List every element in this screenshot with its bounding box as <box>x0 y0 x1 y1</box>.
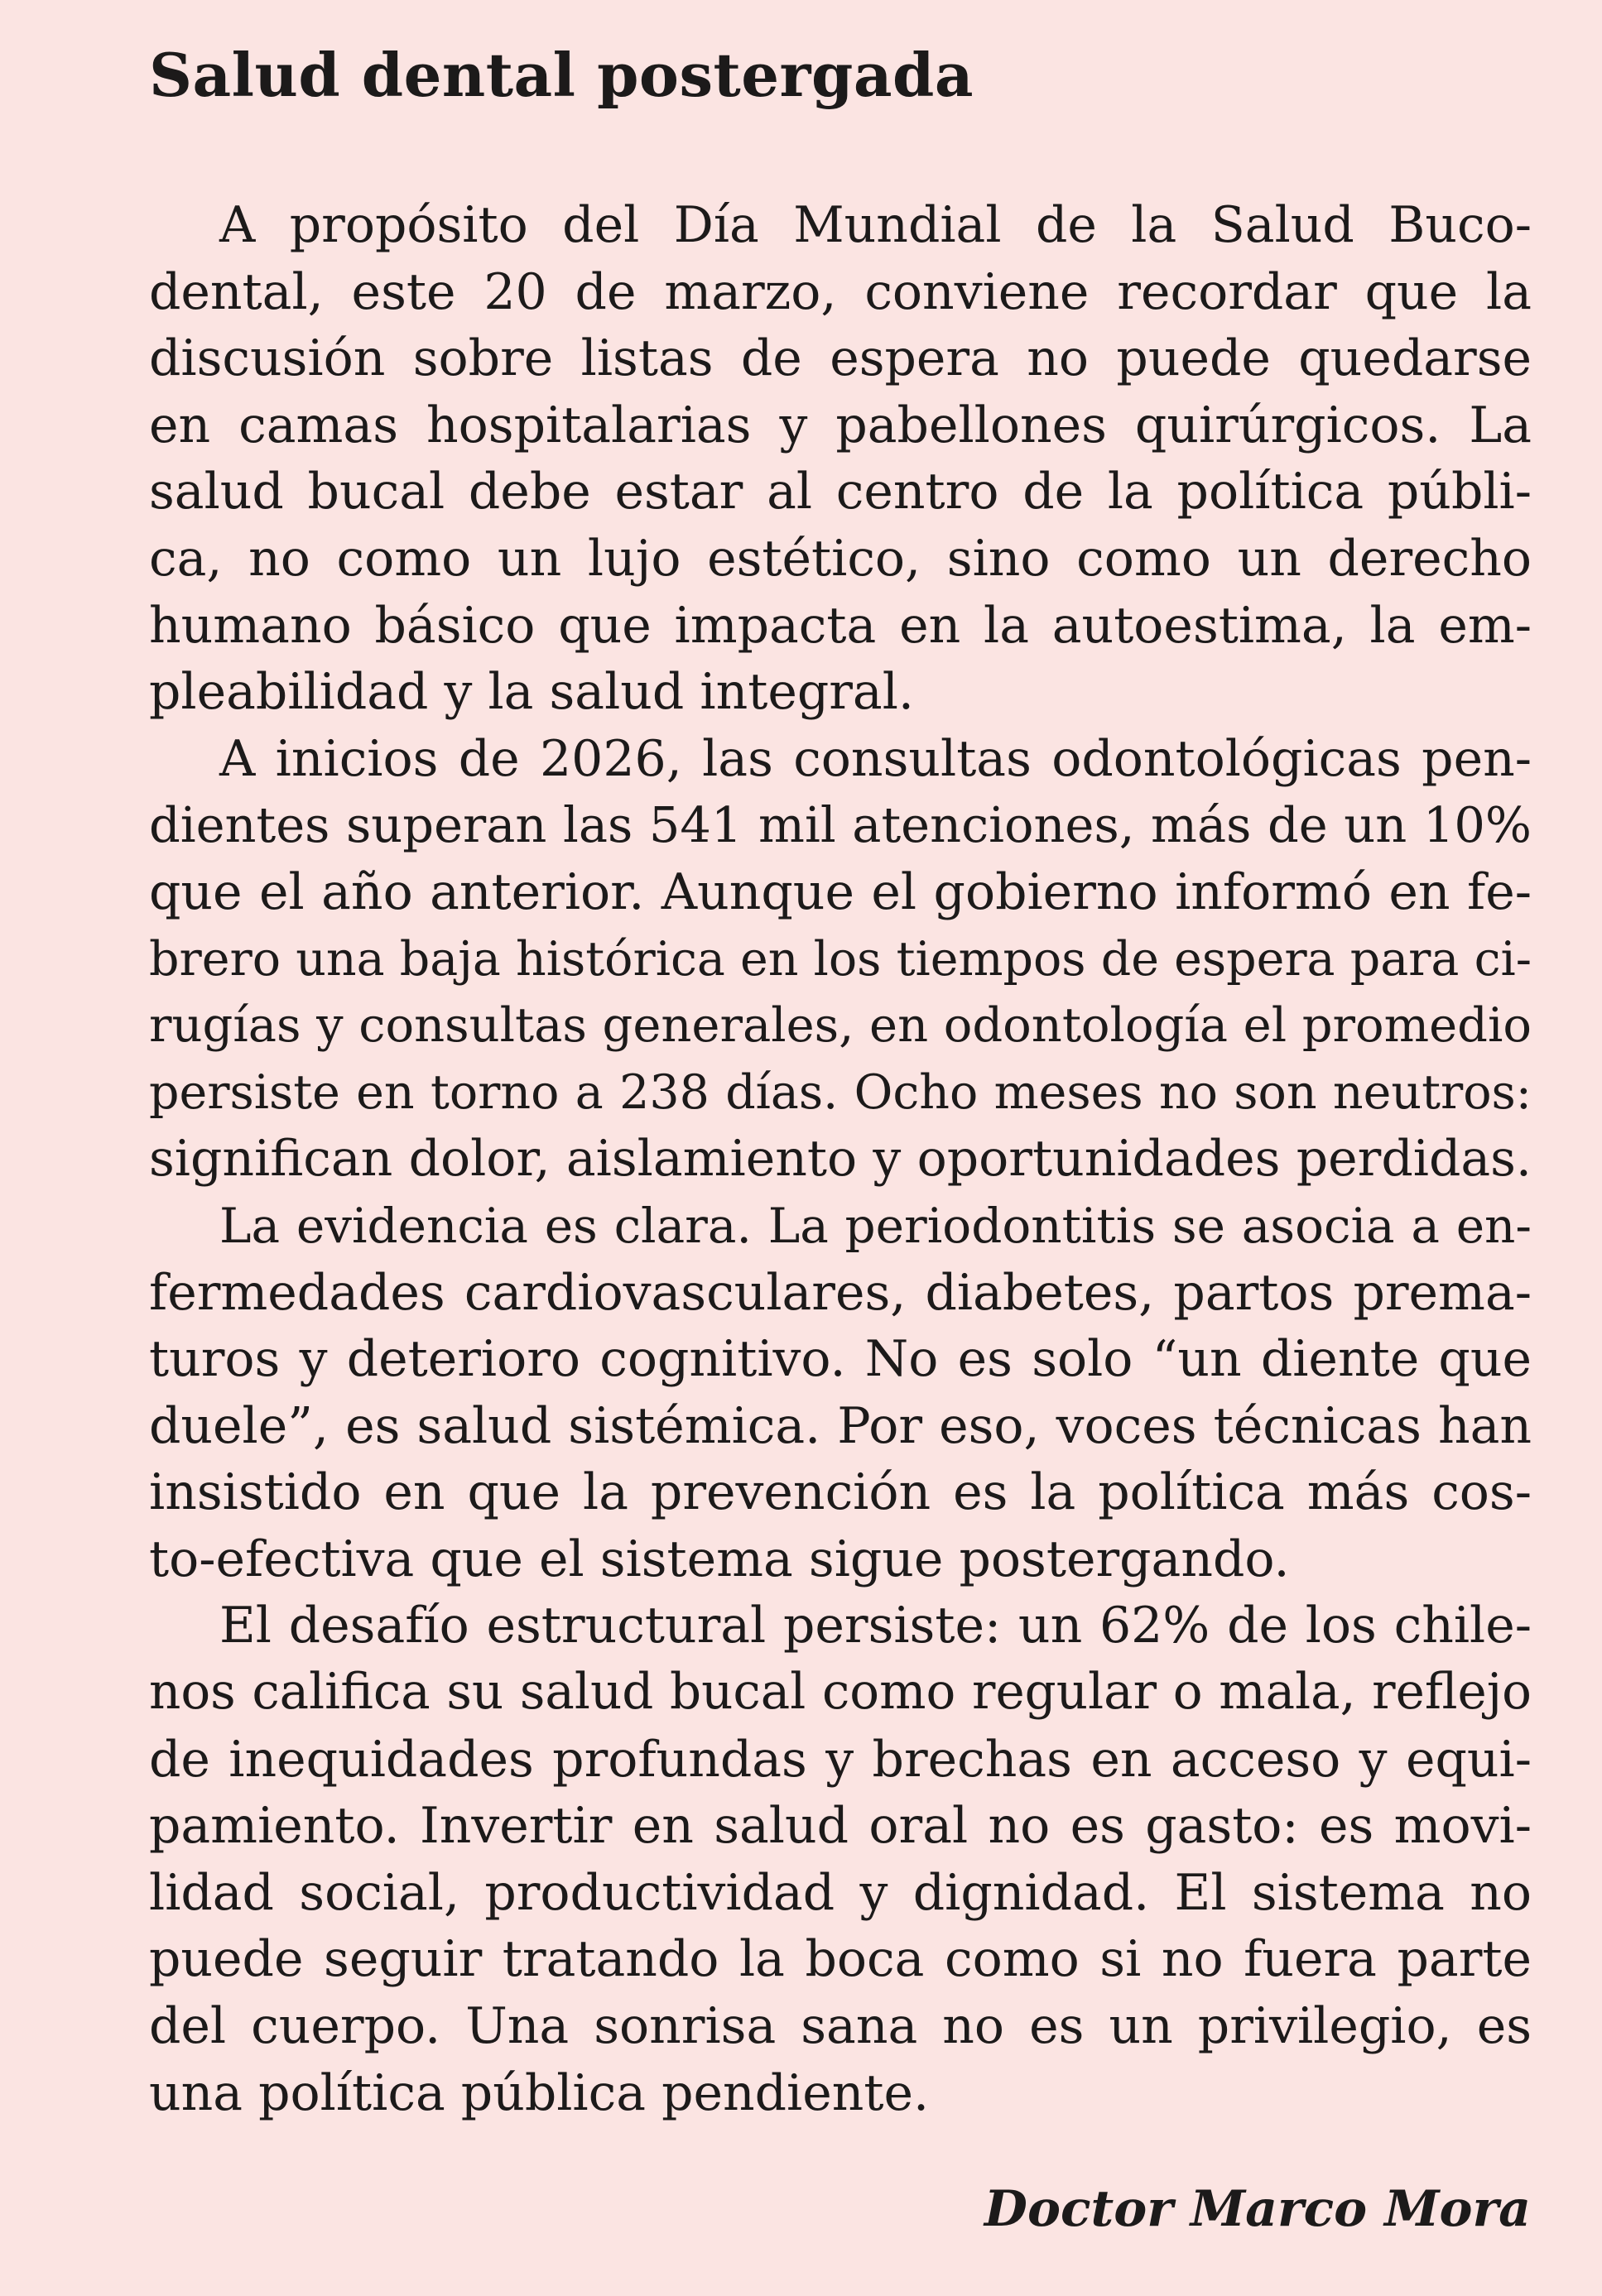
paragraph-line: rugías y consultas generales, en odontología el promedio <box>149 997 1532 1054</box>
article-title: Salud dental postergada <box>149 40 974 110</box>
paragraph-line: discusión sobre listas de espera no puede quedarse <box>149 329 1532 388</box>
paragraph-line: persiste en torno a 238 días. Ocho meses no son neutros: <box>149 1064 1532 1120</box>
paragraph-line: humano básico que impacta en la autoestima, la em- <box>149 596 1532 655</box>
paragraph-line: El desafío estructural persiste: un 62% de los chile- <box>219 1597 1532 1655</box>
paragraph-line: La evidencia es clara. La periodontitis se asocia a en- <box>219 1197 1532 1254</box>
paragraph-line: turos y deterioro cognitivo. No es solo “un diente que <box>149 1330 1532 1389</box>
paragraph-line: pamiento. Invertir en salud oral no es gasto: es movi- <box>149 1797 1532 1856</box>
paragraph-line: que el año anterior. Aunque el gobierno informó en fe- <box>149 862 1532 921</box>
paragraph-line: insistido en que la prevención es la política más cos- <box>149 1463 1532 1522</box>
paragraph-line: del cuerpo. Una sonrisa sana no es un privilegio, es <box>149 1997 1532 2056</box>
paragraph-line: salud bucal debe estar al centro de la política públi- <box>149 463 1532 521</box>
paragraph-line: puede seguir tratando la boca como si no fuera parte <box>149 1930 1532 1989</box>
paragraph-line: pleabilidad y la salud integral. <box>149 663 914 722</box>
article-body <box>149 192 1532 2126</box>
paragraph-line: fermedades cardiovasculares, diabetes, partos prema- <box>149 1263 1532 1322</box>
paragraph-line: nos califica su salud bucal como regular o mala, reflejo <box>149 1664 1532 1722</box>
paragraph-line: significan dolor, aislamiento y oportunidades perdidas. <box>149 1130 1532 1189</box>
author-signature: Doctor Marco Mora <box>984 2180 1531 2238</box>
paragraph-line: una política pública pendiente. <box>149 2063 930 2122</box>
paragraph-line: lidad social, productividad y dignidad. El sistema no <box>149 1863 1532 1922</box>
paragraph-line: en camas hospitalarias y pabellones quirúrgicos. La <box>149 396 1532 454</box>
paragraph-line: dental, este 20 de marzo, conviene recordar que la <box>149 262 1532 321</box>
paragraph-line: ca, no como un lujo estético, sino como un derecho <box>149 529 1532 588</box>
paragraph-line: A inicios de 2026, las consultas odontológicas pen- <box>219 729 1532 788</box>
paragraph-line: A propósito del Día Mundial de la Salud Buco- <box>219 196 1532 254</box>
paragraph-line: de inequidades profundas y brechas en acceso y equi- <box>149 1730 1532 1789</box>
paragraph-line: to-efectiva que el sistema sigue postergando. <box>149 1530 1290 1588</box>
paragraph-line: brero una baja histórica en los tiempos de espera para ci- <box>149 931 1532 987</box>
paragraph-line: dientes superan las 541 mil atenciones, más de un 10% <box>149 796 1532 854</box>
paragraph-line: duele”, es salud sistémica. Por eso, voces técnicas han <box>149 1396 1532 1455</box>
